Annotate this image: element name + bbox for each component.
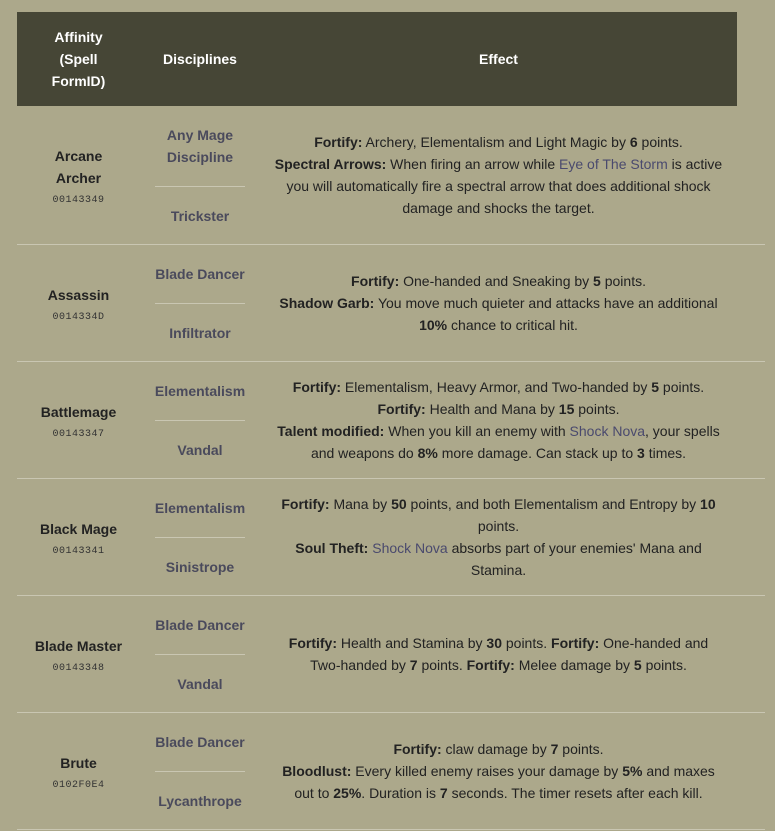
affinity-name-line1: Blade Master — [34, 637, 123, 654]
effect-label: Fortify: — [466, 657, 515, 673]
discipline-link[interactable] — [155, 596, 245, 654]
discipline-2: Sinistrope — [165, 558, 235, 575]
effect-label: Fortify: — [351, 273, 400, 289]
discipline-link[interactable] — [155, 772, 245, 829]
effect-text-segment: Every killed enemy raises your damage by — [351, 763, 623, 779]
effect-line — [272, 292, 725, 336]
affinity-name-line1: Assassin — [47, 286, 110, 303]
effect-text-segment: When firing an arrow while — [386, 156, 560, 172]
effect-label: Soul Theft: — [295, 540, 369, 556]
effect-label: Bloodlust: — [282, 763, 352, 779]
effect-line — [272, 760, 725, 804]
effect-text-segment: points. — [417, 657, 467, 673]
effect-spell-link[interactable]: Shock Nova — [372, 540, 448, 556]
effect-label: Fortify: — [314, 134, 363, 150]
affinity-formid: 0014334D — [52, 311, 105, 323]
effect-text-segment: points. — [659, 379, 705, 395]
effect-label: Fortify: — [281, 496, 330, 512]
effect-text-segment: points. — [641, 657, 687, 673]
row-spacer — [737, 245, 765, 362]
row-spacer — [737, 713, 765, 830]
effect-text-segment: points, and both Elementalism and Entropy by — [406, 496, 701, 512]
effect-text — [260, 270, 737, 336]
effect-text-segment: One-handed and Sneaking by — [399, 273, 594, 289]
effect-label: 5 — [651, 379, 660, 395]
discipline-link[interactable] — [155, 421, 245, 478]
effect-text-segment: When you kill an enemy with — [384, 423, 570, 439]
affinity-formid: 00143341 — [52, 545, 105, 557]
table-row — [17, 106, 765, 245]
row-spacer — [737, 106, 765, 245]
header-affinity-line1: Affinity — [54, 29, 103, 45]
effect-cell — [260, 106, 737, 245]
discipline-link[interactable] — [155, 106, 245, 186]
effect-text — [260, 493, 737, 581]
effect-text-segment: Melee damage by — [514, 657, 634, 673]
header-effect: Effect — [260, 12, 737, 106]
header-affinity-line2: (Spell — [59, 51, 98, 67]
effect-text-segment: seconds. The timer resets after each kill. — [447, 785, 703, 801]
affinity-name — [17, 145, 140, 189]
table-row — [17, 713, 765, 830]
effect-text-segment: One-handed and Two-handed by — [310, 635, 709, 673]
effect-spell-link[interactable]: Shock Nova — [569, 423, 646, 439]
affinity-name — [17, 284, 140, 306]
affinity-cell — [17, 106, 140, 245]
effect-text-segment: points. — [637, 134, 683, 150]
effect-label: 10 — [700, 496, 716, 512]
effect-label: Fortify: — [377, 401, 426, 417]
table-body — [17, 106, 765, 830]
effect-line — [272, 131, 725, 153]
affinity-name-line1: Black Mage — [39, 520, 118, 537]
effect-text-segment: points. — [574, 401, 620, 417]
header-disciplines: Disciplines — [140, 12, 260, 106]
disciplines-cell — [140, 596, 260, 713]
affinity-name-line1: Arcane — [54, 147, 103, 164]
table-row — [17, 596, 765, 713]
effect-text — [260, 131, 737, 219]
effect-label: Fortify: — [551, 635, 600, 651]
effect-label: Fortify: — [292, 379, 342, 395]
effect-cell — [260, 245, 737, 362]
effect-text-segment: Elementalism, Heavy Armor, and Two-handed by — [341, 379, 652, 395]
table-row — [17, 362, 765, 479]
effect-text-segment: Archery, Elementalism and Light Magic by — [362, 134, 630, 150]
disciplines-cell — [140, 245, 260, 362]
effect-cell — [260, 479, 737, 596]
effect-label: 5 — [593, 273, 601, 289]
effect-label: Talent modified: — [277, 423, 385, 439]
effect-label: 30 — [486, 635, 502, 651]
effect-line — [272, 270, 725, 292]
affinity-name — [17, 401, 140, 423]
effect-text-segment: claw damage by — [441, 741, 551, 757]
effect-label: 50 — [391, 496, 407, 512]
effect-text-segment: Mana by — [329, 496, 392, 512]
discipline-1-line2: Discipline — [166, 149, 234, 165]
discipline-link[interactable] — [155, 245, 245, 303]
affinity-cell — [17, 245, 140, 362]
effect-label: 10% — [419, 317, 448, 333]
effect-label: 15 — [558, 401, 575, 417]
disciplines-cell — [140, 479, 260, 596]
effect-line — [272, 537, 725, 581]
effect-label: 7 — [439, 785, 448, 801]
discipline-link[interactable] — [155, 538, 245, 595]
effect-text-segment: Health and Stamina by — [336, 635, 487, 651]
effect-line — [272, 493, 725, 537]
affinity-cell — [17, 479, 140, 596]
effect-line — [272, 376, 725, 398]
table-row — [17, 245, 765, 362]
effect-line — [272, 738, 725, 760]
discipline-1-line1: Elementalism — [154, 500, 246, 516]
effect-text — [260, 376, 737, 464]
disciplines-cell — [140, 713, 260, 830]
effect-label: 25% — [333, 785, 362, 801]
affinity-formid: 00143347 — [52, 428, 105, 440]
affinity-formid: 0102F0E4 — [52, 779, 105, 791]
discipline-link[interactable] — [155, 655, 245, 712]
affinity-cell — [17, 362, 140, 479]
effect-text-segment: . Duration is — [361, 785, 440, 801]
effect-label: 7 — [409, 657, 418, 673]
effect-text-segment: more damage. Can stack up to — [437, 445, 638, 461]
effect-label: Shadow Garb: — [279, 295, 375, 311]
effect-label: Spectral Arrows: — [274, 156, 387, 172]
row-spacer — [737, 479, 765, 596]
discipline-link[interactable] — [155, 713, 245, 771]
effect-line — [272, 398, 725, 420]
affinity-formid: 00143349 — [52, 194, 105, 206]
row-spacer — [737, 596, 765, 713]
effect-text-segment: points. — [501, 635, 552, 651]
affinity-name — [17, 752, 140, 774]
affinity-table-container — [17, 12, 765, 830]
discipline-2: Trickster — [170, 207, 230, 224]
disciplines-cell — [140, 106, 260, 245]
effect-text-segment: and maxes out to — [294, 763, 715, 801]
discipline-2: Infiltrator — [169, 324, 231, 341]
disciplines-cell — [140, 362, 260, 479]
effect-text-segment: points. — [477, 518, 520, 534]
affinity-name-line1: Battlemage — [40, 403, 117, 420]
effect-text-segment: chance to critical hit. — [447, 317, 578, 333]
effect-label: 5% — [622, 763, 643, 779]
discipline-2: Vandal — [177, 675, 223, 692]
discipline-1-line1: Blade Dancer — [155, 617, 245, 633]
affinity-cell — [17, 596, 140, 713]
affinity-name-line1: Brute — [60, 754, 97, 771]
effect-text-segment: times. — [644, 445, 687, 461]
effect-text — [260, 632, 737, 676]
table-header-row — [17, 12, 765, 106]
effect-text-segment: points. — [600, 273, 646, 289]
effect-cell — [260, 362, 737, 479]
effect-spell-link[interactable]: Eye of The Storm — [559, 156, 668, 172]
effect-text-segment: is active you will automatically fire a spectral arrow that does additional shock damage and shocks the target. — [286, 156, 723, 216]
discipline-1-line1: Elementalism — [154, 383, 246, 399]
effect-label: Fortify: — [393, 741, 442, 757]
discipline-link[interactable] — [155, 479, 245, 537]
effect-cell — [260, 713, 737, 830]
affinity-formid: 00143348 — [52, 662, 105, 674]
discipline-1-line1: Any Mage — [166, 127, 234, 143]
header-affinity — [17, 12, 140, 106]
table-row — [17, 479, 765, 596]
header-spacer — [737, 12, 765, 106]
effect-text-segment: points. — [558, 741, 604, 757]
affinity-name — [17, 518, 140, 540]
discipline-1-line1: Blade Dancer — [155, 734, 245, 750]
effect-text-segment: Health and Mana by — [425, 401, 559, 417]
effect-line — [272, 632, 725, 676]
discipline-link[interactable] — [155, 187, 245, 244]
discipline-link[interactable] — [155, 304, 245, 361]
effect-label: 7 — [550, 741, 559, 757]
effect-text-segment: absorbs part of your enemies' Mana and Stamina. — [447, 540, 702, 578]
effect-text — [260, 738, 737, 804]
discipline-1-line1: Blade Dancer — [155, 266, 245, 282]
discipline-link[interactable] — [155, 362, 245, 420]
row-spacer — [737, 362, 765, 479]
discipline-2: Vandal — [177, 441, 223, 458]
header-affinity-line3: FormID) — [51, 73, 106, 89]
effect-label: Fortify: — [288, 635, 337, 651]
effect-label: 6 — [629, 134, 638, 150]
affinity-table — [17, 12, 765, 830]
effect-text-segment: , your spells and weapons do — [310, 423, 720, 461]
effect-label: 5 — [633, 657, 642, 673]
discipline-2: Lycanthrope — [158, 792, 242, 809]
effect-line — [272, 420, 725, 464]
affinity-name — [17, 635, 140, 657]
effect-label: 8% — [417, 445, 438, 461]
effect-line — [272, 153, 725, 219]
effect-cell — [260, 596, 737, 713]
affinity-cell — [17, 713, 140, 830]
effect-text-segment: You move much quieter and attacks have an additional — [374, 295, 718, 311]
affinity-name-line2: Archer — [55, 169, 102, 186]
effect-label: 3 — [637, 445, 645, 461]
